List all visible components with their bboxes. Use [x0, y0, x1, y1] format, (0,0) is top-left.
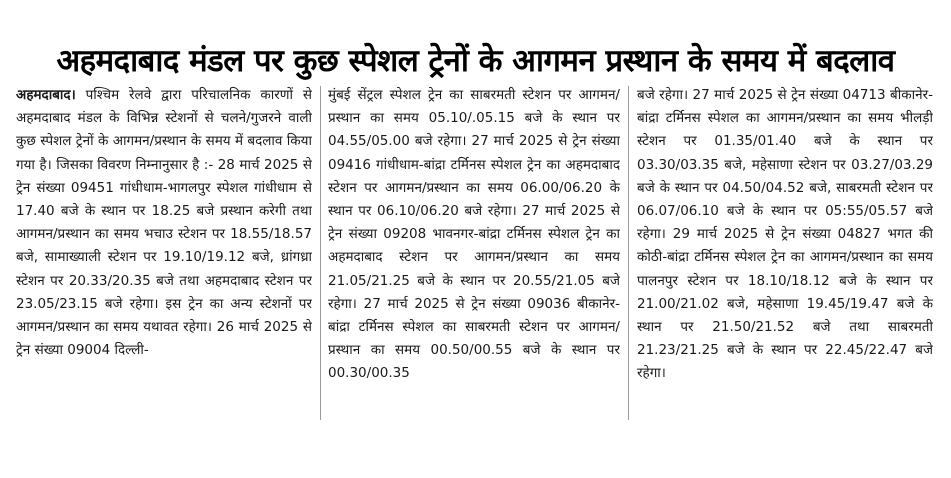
- column-divider-2: [628, 86, 629, 420]
- dateline: अहमदाबाद।: [16, 87, 76, 103]
- article-column-1: [16, 84, 312, 424]
- column-divider-1: [320, 86, 321, 420]
- article-column-3: [637, 84, 933, 424]
- column-1-text: पश्चिम रेलवे द्वारा परिचालनिक कारणों से अहमदाबाद मंडल के विभिन्न स्टेशनों से चलने/गुजरने वाली कुछ स्पेशल ट्रेनों के आगमन/प्रस्थान के समय में बदलाव किया गया है। जिसका विवरण निम्नानुसार है :- 28 मार्च 2025 से ट्रेन संख्या 09451 गांधीधाम-भागलपुर स्पेशल गांधीधाम से 17.40 बजे के स्थान पर 18.25 बजे प्रस्थान करेगी तथा आगमन/प्रस्थान का समय भचाउ स्टेशन पर 18.55/18.57 बजे, सामाख्याली स्टेशन पर 19.10/19.12 बजे, ध्रांगध्रा स्टेशन पर 20.33/20.35 बजे तथा अहमदाबाद स्टेशन पर 23.05/23.15 बजे रहेगा। इस ट्रेन का अन्य स्टेशनों पर आगमन/प्रस्थान का समय यथावत रहेगा। 26 मार्च 2025 से ट्रेन संख्या 09004 दिल्ली-: [16, 87, 312, 359]
- article-column-2: [328, 84, 620, 424]
- column-3-text: बजे रहेगा। 27 मार्च 2025 से ट्रेन संख्या 04713 बीकानेर-बांद्रा टर्मिनस स्पेशल का आगमन/प्रस्थान का समय भीलड़ी स्टेशन पर 01.35/01.40 बजे के स्थान पर 03.30/03.35 बजे, महेसाणा स्टेशन पर 03.27/03.29 बजे के स्थान पर 04.50/04.52 बजे, साबरमती स्टेशन पर 06.07/06.10 बजे के स्थान पर 05:55/05.57 बजे रहेगा। 29 मार्च 2025 से ट्रेन संख्या 04827 भगत की कोठी-बांद्रा टर्मिनस स्पेशल ट्रेन का आगमन/प्रस्थान का समय पालनपुर स्टेशन पर 18.10/18.12 बजे के स्थान पर 21.00/21.02 बजे, महेसाणा 19.45/19.47 बजे के स्थान पर 21.50/21.52 बजे तथा साबरमती 21.23/21.25 बजे के स्थान पर 22.45/22.47 बजे रहेगा।: [637, 87, 933, 382]
- article-headline: अहमदाबाद मंडल पर कुछ स्पेशल ट्रेनों के आगमन प्रस्थान के समय में बदलाव: [56, 43, 895, 79]
- column-2-text: मुंबई सेंट्रल स्पेशल ट्रेन का साबरमती स्टेशन पर आगमन/प्रस्थान का समय 05.10/.05.15 बजे के स्थान पर 04.55/05.00 बजे रहेगा। 27 मार्च 2025 से ट्रेन संख्या 09416 गांधीधाम-बांद्रा टर्मिनस स्पेशल ट्रेन का अहमदाबाद स्टेशन पर आगमन/प्रस्थान का समय 06.00/06.20 के स्थान पर 06.10/06.20 बजे रहेगा। 27 मार्च 2025 से ट्रेन संख्या 09208 भावनगर-बांद्रा टर्मिनस स्पेशल ट्रेन का अहमदाबाद स्टेशन पर आगमन/प्रस्थान का समय 21.05/21.25 बजे के स्थान पर 20.55/21.05 बजे रहेगा। 27 मार्च 2025 से ट्रेन संख्या 09036 बीकानेर-बांद्रा टर्मिनस स्पेशल का साबरमती स्टेशन पर आगमन/प्रस्थान का समय 00.50/00.55 बजे के स्थान पर 00.30/00.35: [328, 87, 620, 382]
